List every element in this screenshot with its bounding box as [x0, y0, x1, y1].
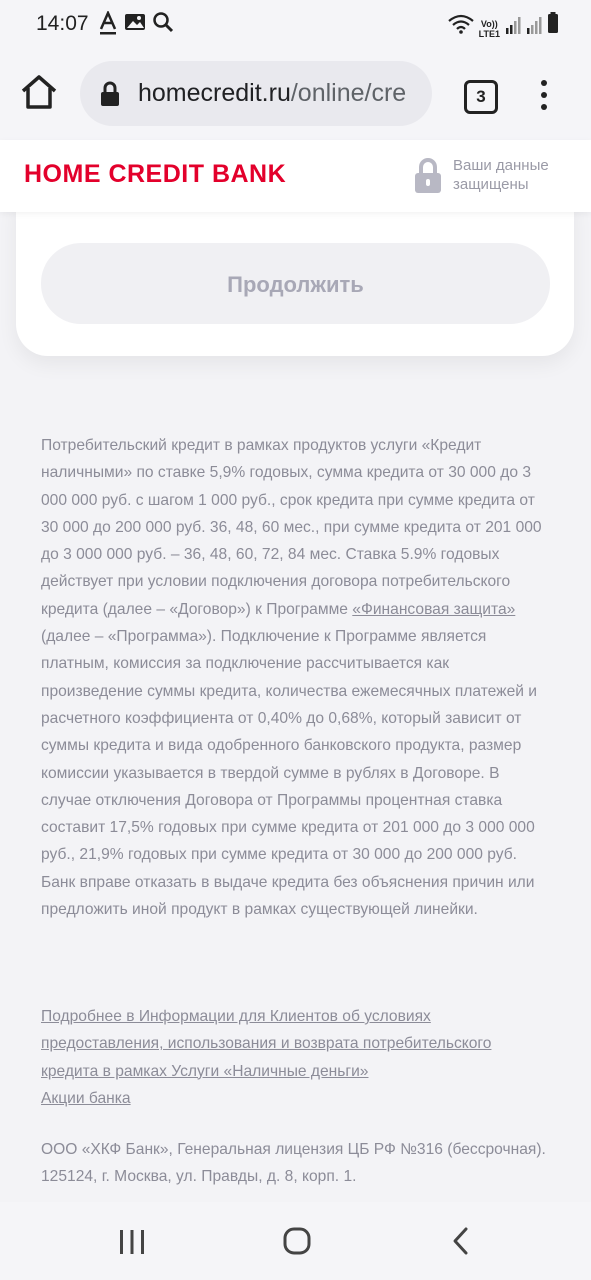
secure-line-2: защищены: [453, 176, 529, 193]
browser-toolbar: [0, 50, 591, 140]
recent-apps-icon[interactable]: [118, 1229, 146, 1260]
back-nav-icon[interactable]: [450, 1226, 472, 1261]
signal-strength-2-icon: [526, 16, 542, 39]
home-credit-logo[interactable]: HOME CREDIT BANK: [24, 160, 287, 188]
system-navigation-bar: [0, 1202, 591, 1280]
bank-promotions-link[interactable]: Акции банка: [41, 1089, 131, 1107]
home-icon[interactable]: [20, 74, 60, 114]
volte-icon: [479, 19, 500, 39]
secure-data-label: [453, 156, 549, 194]
wifi-icon: [448, 14, 474, 39]
continue-button[interactable]: Продолжить: [41, 243, 550, 324]
secure-line-1: Ваши данные: [453, 157, 549, 174]
url-domain: homecredit.ru: [138, 79, 291, 107]
lock-icon[interactable]: [100, 81, 120, 112]
more-menu-icon[interactable]: [536, 80, 552, 116]
tab-switcher-button[interactable]: 3: [464, 80, 498, 114]
client-info-link[interactable]: Подробнее в Информации для Клиентов об условиях предоставления, использования и возврата потребительского кредита в рамках Услуги «Наличные деньги»: [41, 1008, 492, 1080]
bank-license-text: ООО «ХКФ Банк», Генеральная лицензия ЦБ РФ №316 (бессрочная). 125124, г. Москва, ул. Правды, д. 8, корп. 1.: [41, 1141, 546, 1186]
signal-strength-icon: [505, 16, 521, 39]
credit-disclaimer: [41, 432, 551, 923]
search-notification-icon: [152, 11, 174, 40]
info-links: [41, 1003, 551, 1112]
lte-label: LTE1: [478, 29, 500, 39]
url-text[interactable]: [138, 79, 406, 108]
financial-protection-link[interactable]: «Финансовая защита»: [352, 600, 516, 618]
status-system-icons: [448, 12, 559, 39]
text-notification-icon: [98, 11, 118, 40]
status-bar: [0, 0, 591, 50]
site-header: [0, 140, 591, 212]
volte-label: Vo)): [480, 19, 498, 29]
padlock-icon: [414, 158, 442, 199]
url-path: /online/cre: [290, 79, 407, 107]
battery-icon: [547, 12, 559, 39]
address-bar[interactable]: [80, 61, 432, 126]
status-notification-icons: [98, 11, 174, 40]
image-notification-icon: [124, 11, 146, 40]
home-nav-icon[interactable]: [283, 1227, 311, 1260]
disclaimer-text-2: (далее – «Программа»). Подключение к Программе является платным, комиссия за подключение рассчитывается как произведение суммы кредита, количества ежемесячных платежей и расчетного коэффициента от 0,40% до 0,68%, который зависит от суммы кредита и вида одобренного банковского продукта, размер комиссии указывается в твердой сумме в рублях в Договоре. В случае отключения Договора от Программы процентная ставка составит 17,5% годовых при сумме кредита от 201 000 до 3 000 000 руб., 21,9% годовых при сумме кредита от 30 000 до 200 000 руб. Банк вправе отказать в выдаче кредита без объяснения причин или предложить иной продукт в рамках существующей линейки.: [41, 628, 538, 919]
status-time: 14:07: [36, 12, 89, 35]
disclaimer-text-1: Потребительский кредит в рамках продуктов услуги «Кредит наличными» по ставке 5,9% годовых, сумма кредита от 30 000 до 3 000 000 руб. с шагом 1 000 руб., срок кредита при сумме кредита от 30 000 до 200 000 руб. 36, 48, 60 мес., при сумме кредита от 201 000 до 3 000 000 руб. – 36, 48, 60, 72, 84 мес. Ставка 5.9% годовых действует при условии подключения договора потребительского кредита (далее – «Договор») к Программе: [41, 437, 542, 618]
